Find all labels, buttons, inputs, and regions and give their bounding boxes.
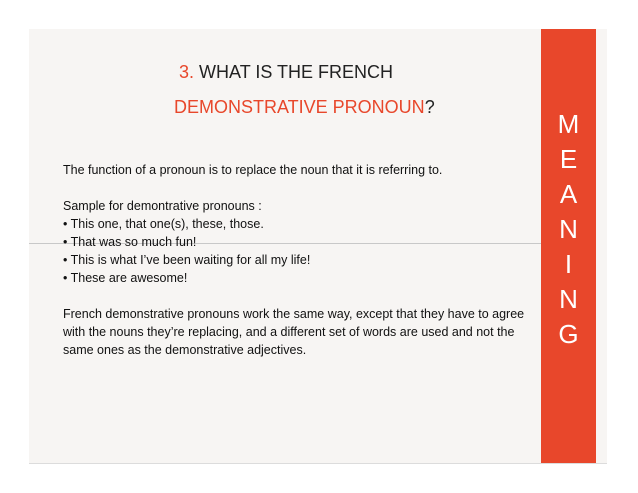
- bullet-item: • These are awesome!: [63, 271, 188, 285]
- closing-paragraph: French demonstrative pronouns work the same way, except that they have to agree with the nouns they’re replacing, and a different set of words are used and not the same ones as the demonstrative adjectives.: [63, 307, 525, 357]
- title-highlight: DEMONSTRATIVE PRONOUN: [174, 97, 425, 117]
- bullet-item: • That was so much fun!: [63, 235, 197, 249]
- intro-paragraph: The function of a pronoun is to replace the noun that it is referring to.: [63, 163, 443, 177]
- sidebar-letters: [541, 107, 596, 352]
- sidebar-letter: G: [558, 319, 579, 349]
- title-text: WHAT IS THE FRENCH: [199, 62, 394, 82]
- body-text: [63, 161, 533, 359]
- title-question-mark: ?: [424, 97, 435, 117]
- sidebar-letter: N: [559, 214, 578, 244]
- sidebar-letter: N: [559, 284, 578, 314]
- title-number: 3.: [179, 62, 195, 82]
- sample-heading: Sample for demontrative pronouns :: [63, 199, 262, 213]
- sidebar-letter: E: [559, 144, 578, 174]
- bullet-item: • This is what I’ve been waiting for all my life!: [63, 253, 311, 267]
- slide: [29, 29, 607, 464]
- bullet-item: • This one, that one(s), these, those.: [63, 217, 264, 231]
- sidebar-letter: M: [557, 109, 580, 139]
- sidebar-letter: A: [559, 179, 578, 209]
- title-line-1: [179, 62, 393, 83]
- title-line-2: [174, 97, 435, 118]
- meaning-sidebar: [541, 29, 596, 463]
- sidebar-letter: I: [564, 249, 573, 279]
